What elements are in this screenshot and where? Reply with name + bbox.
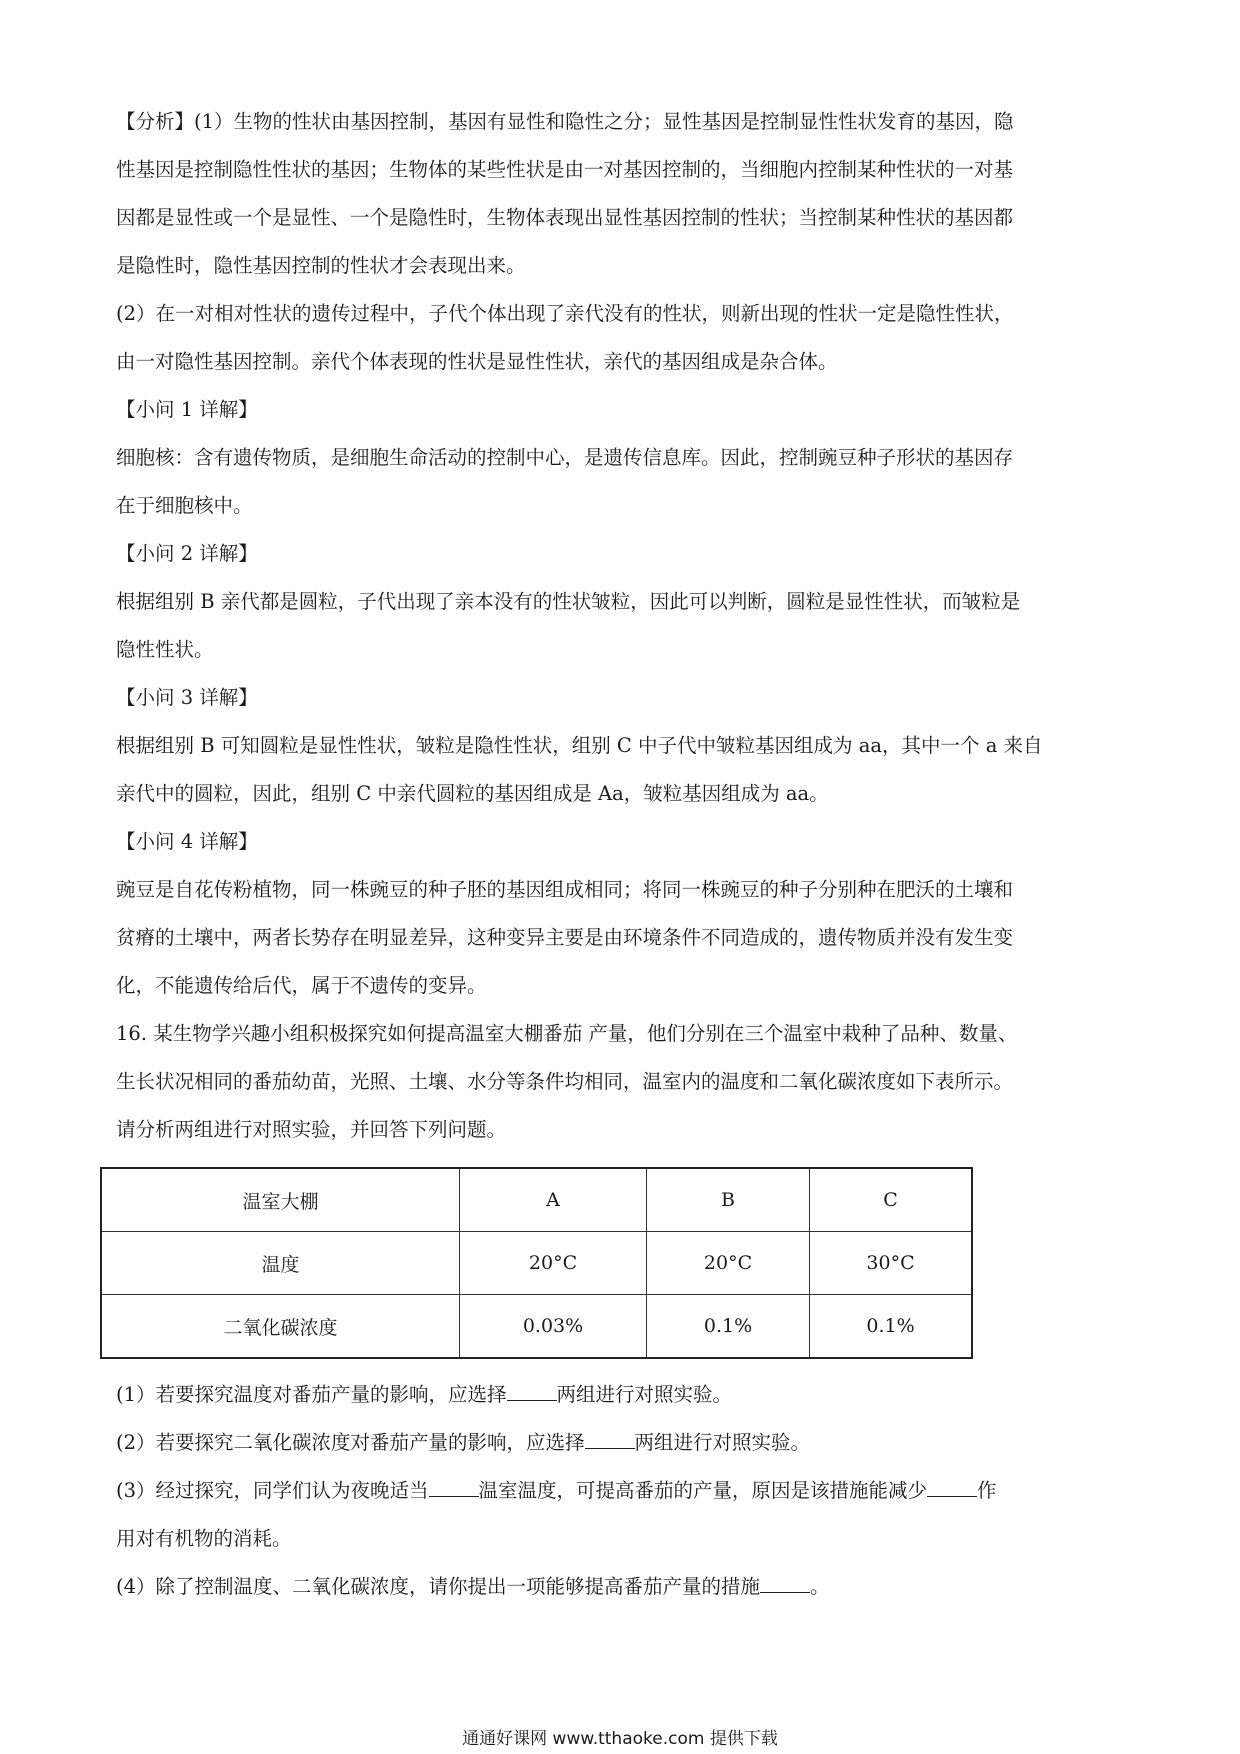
answer-blank[interactable] (927, 1474, 977, 1497)
explanation-line: 细胞核：含有遗传物质，是细胞生命活动的控制中心，是遗传信息库。因此，控制豌豆种子形状的基因存 (116, 446, 1014, 469)
analysis-line: 是隐性时，隐性基因控制的性状才会表现出来。 (116, 254, 526, 277)
sub-question-3 (116, 1467, 1132, 1515)
answer-blank[interactable] (507, 1378, 557, 1401)
analysis-section (116, 98, 1132, 386)
analysis-line: 【分析】(1）生物的性状由基因控制，基因有显性和隐性之分；显性基因是控制显性性状发育的基因，隐 (116, 110, 1014, 133)
question-text: 两组进行对照实验。 (634, 1431, 811, 1454)
question-text: (3）经过探究，同学们认为夜晚适当 (116, 1479, 429, 1502)
question-text: 两组进行对照实验。 (556, 1383, 733, 1406)
question-3-explanation (116, 674, 1132, 818)
table-cell: C (810, 1168, 973, 1232)
analysis-line: 由一对隐性基因控制。亲代个体表现的性状是显性性状，亲代的基因组成是杂合体。 (116, 350, 838, 373)
table-cell: 0.03% (460, 1295, 647, 1359)
question-text: 。 (810, 1575, 830, 1598)
sub-question-4 (116, 1563, 1132, 1611)
problem-line: 请分析两组进行对照实验，并回答下列问题。 (116, 1118, 507, 1141)
sub-question-3-continued (116, 1515, 1132, 1563)
sub-questions (116, 1371, 1132, 1611)
explanation-line: 豌豆是自花传粉植物，同一株豌豆的种子胚的基因组成相同；将同一株豌豆的种子分别种在肥沃的土壤和 (116, 878, 1014, 901)
answer-blank[interactable] (585, 1426, 635, 1449)
question-text: 用对有机物的消耗。 (116, 1527, 292, 1550)
explanation-line: 贫瘠的土壤中，两者长势存在明显差异，这种变异主要是由环境条件不同造成的，遗传物质并没有发生变 (116, 926, 1014, 949)
question-text: 作 (977, 1479, 997, 1502)
problem-16-stem (116, 1010, 1132, 1154)
sub-question-2 (116, 1419, 1132, 1467)
explanation-line: 隐性性状。 (116, 638, 214, 661)
question-1-explanation (116, 386, 1132, 530)
question-text: (2）若要探究二氧化碳浓度对番茄产量的影响，应选择 (116, 1431, 585, 1454)
answer-blank[interactable] (760, 1570, 810, 1593)
analysis-line: 因都是显性或一个是显性、一个是隐性时，生物体表现出显性基因控制的性状；当控制某种性状的基因都 (116, 206, 1014, 229)
question-text: (1）若要探究温度对番茄产量的影响，应选择 (116, 1383, 507, 1406)
table-cell: 30°C (810, 1232, 973, 1295)
question-text: (4）除了控制温度、二氧化碳浓度，请你提出一项能够提高番茄产量的措施 (116, 1575, 761, 1598)
explanation-line: 化，不能遗传给后代，属于不遗传的变异。 (116, 974, 487, 997)
page-footer: 通通好课网 www.tthaoke.com 提供下载 (462, 1729, 778, 1749)
answer-analysis (116, 98, 1132, 1154)
table-cell: 温室大棚 (101, 1168, 460, 1232)
answer-blank[interactable] (429, 1474, 479, 1497)
table-header-row (101, 1168, 972, 1232)
explanation-line: 根据组别 B 可知圆粒是显性性状，皱粒是隐性性状，组别 C 中子代中皱粒基因组成为 aa，其中一个 a 来自 (116, 734, 1043, 757)
question-2-heading: 【小问 2 详解】 (116, 542, 258, 565)
table-cell: 20°C (460, 1232, 647, 1295)
question-1-heading: 【小问 1 详解】 (116, 398, 258, 421)
table-cell: 温度 (101, 1232, 460, 1295)
table-cell: B (647, 1168, 810, 1232)
problem-line: 生长状况相同的番茄幼苗，光照、土壤、水分等条件均相同，温室内的温度和二氧化碳浓度如下表所示。 (116, 1070, 1014, 1093)
table-cell: A (460, 1168, 647, 1232)
explanation-line: 根据组别 B 亲代都是圆粒，子代出现了亲本没有的性状皱粒，因此可以判断，圆粒是显性性状，而皱粒是 (116, 590, 1021, 613)
explanation-line: 亲代中的圆粒，因此，组别 C 中亲代圆粒的基因组成是 Aa，皱粒基因组成为 aa。 (116, 782, 829, 805)
table-row (101, 1295, 972, 1359)
question-4-explanation (116, 818, 1132, 1010)
table-cell: 0.1% (647, 1295, 810, 1359)
table-cell: 二氧化碳浓度 (101, 1295, 460, 1359)
problem-line: 16. 某生物学兴趣小组积极探究如何提高温室大棚番茄 产量，他们分别在三个温室中栽种了品种、数量、 (116, 1022, 1018, 1045)
explanation-line: 在于细胞核中。 (116, 494, 253, 517)
question-2-explanation (116, 530, 1132, 674)
table-cell: 0.1% (810, 1295, 973, 1359)
greenhouse-table (100, 1167, 973, 1359)
analysis-line: (2）在一对相对性状的遗传过程中，子代个体出现了亲代没有的性状，则新出现的性状一定是隐性性状， (116, 302, 1014, 325)
table-cell: 20°C (647, 1232, 810, 1295)
question-3-heading: 【小问 3 详解】 (116, 686, 258, 709)
sub-question-1 (116, 1371, 1132, 1419)
table-row (101, 1232, 972, 1295)
analysis-line: 性基因是控制隐性性状的基因；生物体的某些性状是由一对基因控制的，当细胞内控制某种性状的一对基 (116, 158, 1014, 181)
question-4-heading: 【小问 4 详解】 (116, 830, 258, 853)
question-text: 温室温度，可提高番茄的产量，原因是该措施能减少 (478, 1479, 928, 1502)
